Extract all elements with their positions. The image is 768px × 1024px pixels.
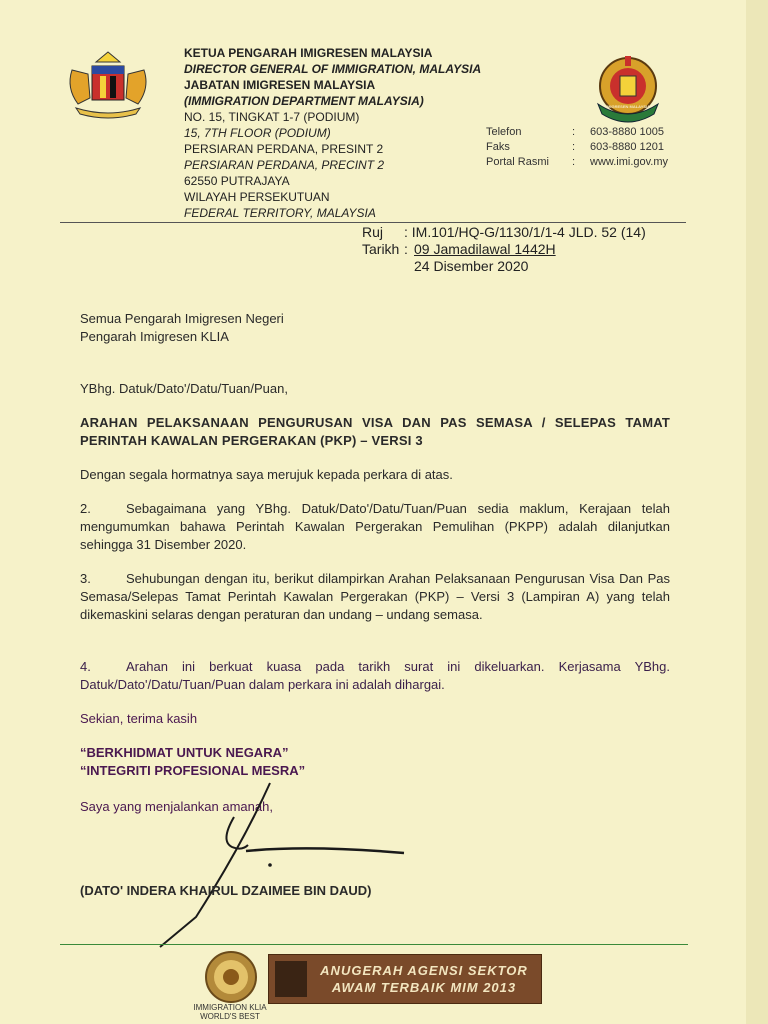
paragraph-3-text: Sehubungan dengan itu, berikut dilampirkan Arahan Pelaksanaan Pengurusan Visa Dan Pas Semasa/Selepas Tamat Perintah Kawalan Pergerakan (PKP) – Versi 3 (Lampiran A) yang telah dikemaskini selaras dengan peraturan dan undang – undang semasa. — [80, 571, 670, 622]
paragraph-4-text: Arahan ini berkuat kuasa pada tarikh surat ini dikeluarkan. Kerjasama YBhg. Datuk/Dato'/Datu/Tuan/Puan dalam perkara ini adalah dihargai. — [80, 659, 670, 692]
contact-label-portal: Portal Rasmi — [486, 156, 549, 168]
signature-icon — [150, 775, 410, 955]
tarikh-sep: : — [404, 241, 408, 257]
coat-of-arms-icon — [62, 48, 154, 120]
header-line-9: 62550 PUTRAJAYA — [184, 174, 290, 188]
immigration-logo-icon — [592, 48, 664, 128]
recipient-2: Pengarah Imigresen KLIA — [80, 329, 229, 344]
paragraph-4-number: 4. — [80, 659, 91, 674]
immigration-logo-label: IMIGRESEN MALAYSIA — [605, 104, 651, 109]
header-line-1: KETUA PENGARAH IMIGRESEN MALAYSIA — [184, 46, 433, 60]
award-banner-line-2: AWAM TERBAIK MIM 2013 — [331, 980, 517, 995]
contact-value-faks: 603-8880 1201 — [590, 141, 665, 153]
header-line-4: (IMMIGRATION DEPARTMENT MALAYSIA) — [184, 94, 424, 108]
footer-divider — [60, 944, 688, 945]
salutation: YBhg. Datuk/Dato'/Datu/Tuan/Puan, — [80, 381, 288, 396]
award-banner — [268, 954, 542, 1004]
contact-sep-3: : — [572, 156, 576, 168]
award-badge-caption-2: WORLD'S BEST — [200, 1012, 260, 1021]
contact-label-faks: Faks — [486, 141, 510, 153]
header-line-3: JABATAN IMIGRESEN MALAYSIA — [184, 78, 376, 92]
signatory-name: (DATO' INDERA KHAIRUL DZAIMEE BIN DAUD) — [80, 883, 372, 898]
header-line-6: 15, 7TH FLOOR (PODIUM) — [184, 126, 331, 140]
paragraph-3-number: 3. — [80, 571, 91, 586]
recipient-1: Semua Pengarah Imigresen Negeri — [80, 311, 284, 326]
award-banner-line-1: ANUGERAH AGENSI SEKTOR — [320, 963, 528, 978]
contact-label-telefon: Telefon — [486, 126, 522, 138]
contact-sep-1: : — [572, 126, 576, 138]
ruj-value: : IM.101/HQ-G/1130/1/1-4 JLD. 52 (14) — [404, 224, 646, 240]
header-line-10: WILAYAH PERSEKUTUAN — [184, 190, 330, 204]
contact-value-portal: www.imi.gov.my — [590, 156, 669, 168]
header-line-2: DIRECTOR GENERAL OF IMMIGRATION, MALAYSIA — [184, 62, 482, 76]
closing-trust: Saya yang menjalankan amanah, — [80, 799, 273, 814]
page-edge — [746, 0, 768, 1024]
motto-2: “INTEGRITI PROFESIONAL MESRA” — [80, 763, 306, 778]
tarikh-hijri: 09 Jamadilawal 1442H — [414, 241, 556, 257]
subject: ARAHAN PELAKSANAAN PENGURUSAN VISA DAN PAS SEMASA / SELEPAS TAMAT PERINTAH KAWALAN PERGERAKAN (PKP) – VERSI 3 — [80, 415, 670, 448]
award-badge-caption-1: IMMIGRATION KLIA — [193, 1003, 267, 1012]
tarikh-label: Tarikh — [362, 241, 400, 257]
opening-line: Dengan segala hormatnya saya merujuk kepada perkara di atas. — [80, 467, 453, 482]
header-line-5: NO. 15, TINGKAT 1-7 (PODIUM) — [184, 110, 360, 124]
closing-thanks: Sekian, terima kasih — [80, 711, 198, 726]
header-line-7: PERSIARAN PERDANA, PRESINT 2 — [184, 142, 384, 156]
paragraph-2-text: Sebagaimana yang YBhg. Datuk/Dato'/Datu/Tuan/Puan sedia maklum, Kerajaan telah mengumumkan bahawa Perintah Kawalan Pergerakan Pemulihan (PKPP) adalah dilanjutkan sehingga 31 Disember 2020. — [80, 501, 670, 552]
header-line-11: FEDERAL TERRITORY, MALAYSIA — [184, 206, 376, 220]
header-divider — [60, 222, 686, 223]
paragraph-3 — [80, 570, 670, 624]
tarikh-gregorian: 24 Disember 2020 — [414, 258, 529, 274]
award-banner-emblem-icon — [275, 961, 307, 997]
paragraph-2-number: 2. — [80, 501, 91, 516]
ruj-label: Ruj — [362, 224, 384, 240]
header-line-8: PERSIARAN PERDANA, PRECINT 2 — [184, 158, 385, 172]
motto-1: “BERKHIDMAT UNTUK NEGARA” — [80, 745, 289, 760]
award-badge-caption — [170, 1003, 290, 1021]
contact-sep-2: : — [572, 141, 576, 153]
paragraph-2 — [80, 500, 670, 554]
award-badge-icon — [204, 950, 258, 1004]
contact-value-telefon: 603-8880 1005 — [590, 126, 665, 138]
paragraph-4 — [80, 658, 670, 694]
